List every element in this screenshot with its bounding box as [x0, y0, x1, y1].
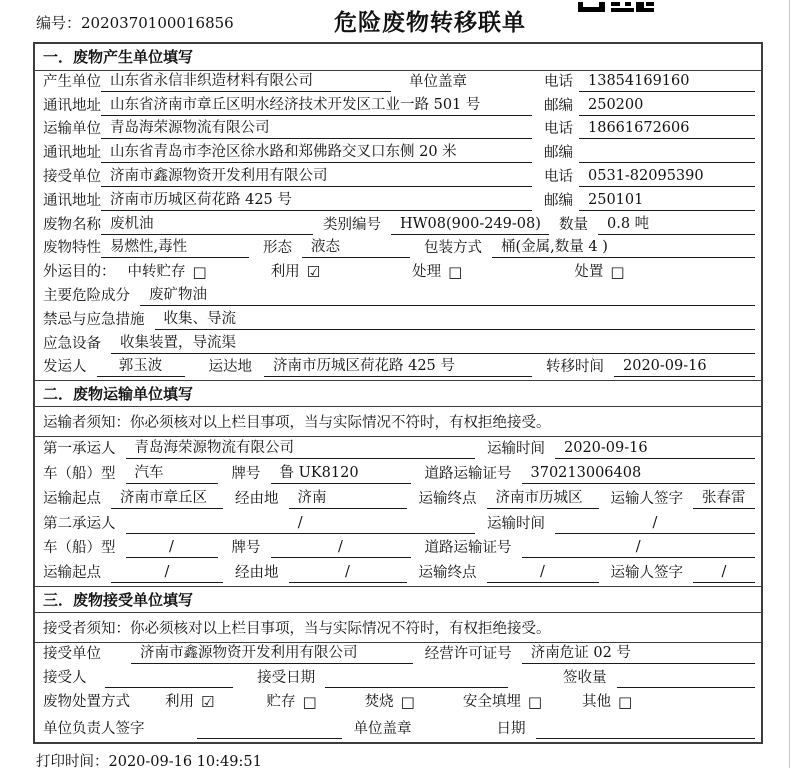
- producer-zip-value: 250200: [579, 96, 755, 116]
- producer-address-row: [35, 95, 761, 119]
- transfer-purpose-row: [35, 261, 761, 285]
- waste-form-value: 液态: [302, 238, 410, 258]
- section-producer: [35, 44, 761, 380]
- route-via1-label: 经由地: [235, 490, 279, 507]
- transporter-row: [35, 119, 761, 143]
- page-title: 危险废物转移联单: [334, 9, 526, 36]
- pack-method-label: 包装方式: [424, 240, 482, 257]
- waste-name-label: 废物名称: [43, 216, 101, 233]
- pack-method-value: 桶(金属,数量 4 ): [492, 238, 755, 258]
- plate2-value: /: [271, 538, 411, 558]
- destination-value: 济南市历城区荷花路 425 号: [264, 357, 532, 377]
- emergency-equipment-row: [35, 333, 761, 357]
- checkbox-unchecked-icon: □: [302, 693, 317, 712]
- road-cert2-value: /: [522, 538, 756, 558]
- disposal-option-landfill: 安全填埋 □: [462, 693, 543, 712]
- plate1-label: 牌号: [231, 465, 261, 482]
- producer-seal-label: 单位盖章: [409, 73, 467, 90]
- waste-qty-value: 0.8 吨: [598, 215, 755, 235]
- receiver-row: [35, 166, 761, 190]
- sign-date-value: [536, 720, 756, 739]
- viewport-right-edge: [789, 0, 790, 768]
- checkbox-checked-icon: ☑: [201, 693, 215, 712]
- acceptor-row: [35, 667, 761, 691]
- plate2-label: 牌号: [231, 540, 261, 557]
- receipt-qty-label: 签收量: [563, 670, 607, 687]
- section-transporter: [35, 380, 761, 586]
- receipt-qty-value: [617, 669, 755, 688]
- qr-code-fragment: [578, 0, 654, 16]
- transfer-time-value: 2020-09-16: [614, 357, 755, 377]
- receiver-phone-label: 电话: [544, 168, 573, 185]
- waste-code-label: 类别编号: [323, 216, 381, 233]
- hazard-component-label: 主要危险成分: [43, 287, 130, 304]
- transport-time1-value: 2020-09-16: [555, 439, 755, 459]
- sign-date-label: 日期: [496, 721, 526, 738]
- vehicle-type2-value: /: [126, 538, 218, 558]
- dispatcher-label: 发运人: [43, 359, 87, 376]
- accept-unit-label: 接受单位: [43, 646, 101, 663]
- disposal-option-storage: 贮存 □: [266, 693, 317, 712]
- receiver-address-row: [35, 190, 761, 214]
- transporter-label: 运输单位: [43, 121, 101, 138]
- route-via2-label: 经由地: [235, 565, 279, 582]
- serial-number: 编号：2020370100016856: [36, 14, 234, 32]
- manifest-form: [33, 42, 763, 744]
- route-via2-value: /: [289, 563, 407, 583]
- road-cert2-label: 道路运输证号: [424, 540, 512, 557]
- carrier-sign1-label: 运输人签字: [610, 490, 683, 507]
- waste-code-value: HW08(900-249-08): [391, 215, 549, 235]
- transport-time2-value: /: [555, 514, 755, 534]
- second-carrier-value: /: [126, 514, 476, 534]
- checkbox-unchecked-icon: □: [610, 263, 625, 282]
- purpose-option-utilize: 利用 ☑: [270, 263, 321, 282]
- disposal-method-label: 废物处置方式: [43, 694, 130, 711]
- second-carrier-row: [35, 512, 761, 537]
- producer-address-value: 山东省济南市章丘区明水经济技术开发区工业一路 501 号: [101, 96, 532, 116]
- receiver-address-value: 济南市历城区荷花路 425 号: [101, 191, 532, 211]
- checkbox-checked-icon: ☑: [306, 263, 321, 282]
- receiver-phone-value: 0531-82095390: [579, 167, 755, 187]
- plate1-value: 鲁 UK8120: [271, 464, 411, 484]
- first-carrier-label: 第一承运人: [43, 441, 116, 458]
- vehicle1-row: [35, 462, 761, 487]
- transporter-value: 青岛海荣源物流有限公司: [101, 119, 532, 139]
- transporter-address-row: [35, 142, 761, 166]
- producer-label: 产生单位: [43, 73, 101, 90]
- checkbox-unchecked-icon: □: [618, 693, 633, 712]
- waste-trait-row: [35, 238, 761, 262]
- checkbox-unchecked-icon: □: [192, 263, 207, 282]
- responsible-sign-value: [197, 720, 342, 739]
- vehicle-type1-label: 车（船）型: [43, 465, 116, 482]
- road-cert1-label: 道路运输证号: [424, 465, 512, 482]
- receiver-zip-value: 250101: [579, 191, 755, 211]
- license-label: 经营许可证号: [424, 646, 512, 663]
- purpose-option-transfer-storage: 中转贮存 □: [127, 263, 207, 282]
- transporter-notice: 运输者须知：你必须核对以上栏目事项，当与实际情况不符时，有权拒绝接受。: [35, 407, 761, 437]
- section-receiver-header: 三．废物接受单位填写: [35, 586, 761, 613]
- waste-name-row: [35, 214, 761, 238]
- receiver-value: 济南市鑫源物资开发利用有限公司: [101, 167, 532, 187]
- receiver-zip-label: 邮编: [544, 192, 573, 209]
- producer-address-label: 通讯地址: [43, 97, 101, 114]
- route-end2-label: 运输终点: [418, 565, 477, 582]
- route-start1-value: 济南市章丘区: [111, 489, 223, 509]
- responsible-sign-label: 单位负责人签字: [43, 721, 145, 738]
- transporter-address-value: 山东省青岛市李沧区徐水路和郑佛路交叉口东侧 20 米: [101, 143, 532, 163]
- vehicle-type1-value: 汽车: [126, 464, 218, 484]
- route2-row: [35, 561, 761, 586]
- disposal-option-other: 其他 □: [582, 693, 633, 712]
- transporter-phone-label: 电话: [544, 121, 573, 138]
- hazard-component-row: [35, 285, 761, 309]
- destination-label: 运达地: [208, 359, 252, 376]
- waste-qty-label: 数量: [559, 216, 588, 233]
- accept-unit-row: [35, 643, 761, 667]
- receiver-address-label: 通讯地址: [43, 192, 101, 209]
- checkbox-unchecked-icon: □: [400, 693, 415, 712]
- road-cert1-value: 370213006408: [522, 464, 756, 484]
- disposal-method-row: [35, 691, 761, 715]
- taboo-measures-value: 收集、导流: [155, 310, 756, 330]
- accept-date-label: 接受日期: [257, 670, 316, 687]
- section-receiver: [35, 586, 761, 742]
- transporter-zip-value: [579, 144, 755, 163]
- acceptor-value: [105, 669, 234, 688]
- transfer-purpose-label: 外运目的：: [43, 264, 116, 281]
- waste-name-value: 废机油: [101, 215, 313, 235]
- producer-value: 山东省永信非织造材料有限公司: [101, 72, 391, 92]
- receiver-notice: 接受者须知：你必须核对以上栏目事项，当与实际情况不符时，有权拒绝接受。: [35, 613, 761, 643]
- producer-phone-label: 电话: [544, 73, 573, 90]
- transporter-address-label: 通讯地址: [43, 145, 101, 162]
- section-transporter-header: 二．废物运输单位填写: [35, 380, 761, 407]
- carrier-sign2-label: 运输人签字: [610, 565, 683, 582]
- vehicle2-row: [35, 537, 761, 562]
- purpose-option-treat: 处理 □: [412, 263, 463, 282]
- transporter-phone-value: 18661672606: [579, 119, 755, 139]
- dispatcher-value: 郭玉波: [97, 357, 185, 377]
- checkbox-unchecked-icon: □: [527, 693, 543, 712]
- first-carrier-row: [35, 437, 761, 462]
- transport-time2-label: 运输时间: [487, 515, 545, 532]
- route-via1-value: 济南: [289, 489, 407, 509]
- producer-zip-label: 邮编: [544, 97, 573, 114]
- waste-trait-value: 易燃性,毒性: [101, 238, 249, 258]
- route-start2-value: /: [111, 563, 223, 583]
- transport-time1-label: 运输时间: [487, 441, 545, 458]
- producer-row: [35, 71, 761, 95]
- accept-date-value: [325, 669, 508, 688]
- route-start2-label: 运输起点: [43, 565, 101, 582]
- carrier-sign2-value: /: [693, 563, 755, 583]
- unit-seal-label: 单位盖章: [353, 721, 412, 738]
- disposal-option-incinerate: 焚烧 □: [364, 693, 415, 712]
- print-time: 打印时间：2020-09-16 10:49:51: [36, 754, 262, 770]
- purpose-option-dispose: 处置 □: [574, 263, 625, 282]
- waste-form-label: 形态: [263, 240, 292, 257]
- dispatcher-row: [35, 357, 761, 381]
- acceptor-label: 接受人: [43, 670, 87, 687]
- transporter-zip-label: 邮编: [544, 145, 573, 162]
- transfer-time-label: 转移时间: [546, 359, 604, 376]
- waste-trait-label: 废物特性: [43, 240, 101, 257]
- first-carrier-value: 青岛海荣源物流有限公司: [126, 439, 476, 459]
- hazard-component-value: 废矿物油: [140, 286, 755, 306]
- second-carrier-label: 第二承运人: [43, 515, 116, 532]
- route-end1-label: 运输终点: [418, 490, 477, 507]
- route-end1-value: 济南市历城区: [487, 489, 599, 509]
- receiver-label: 接受单位: [43, 168, 101, 185]
- route1-row: [35, 487, 761, 512]
- disposal-option-utilize: 利用 ☑: [165, 693, 215, 712]
- accept-unit-value: 济南市鑫源物资开发利用有限公司: [131, 644, 413, 664]
- route-end2-value: /: [487, 563, 599, 583]
- route-start1-label: 运输起点: [43, 490, 101, 507]
- carrier-sign1-value: 张春雷: [693, 489, 755, 509]
- license-value: 济南危证 02 号: [522, 644, 755, 664]
- emergency-equipment-value: 收集装置，导流渠: [111, 334, 755, 354]
- checkbox-unchecked-icon: □: [448, 263, 463, 282]
- taboo-measures-row: [35, 309, 761, 333]
- responsible-sign-row: [35, 715, 761, 742]
- section-producer-header: 一．废物产生单位填写: [35, 44, 761, 71]
- taboo-measures-label: 禁忌与应急措施: [43, 311, 145, 328]
- emergency-equipment-label: 应急设备: [43, 335, 101, 352]
- producer-phone-value: 13854169160: [579, 72, 755, 92]
- vehicle-type2-label: 车（船）型: [43, 540, 116, 557]
